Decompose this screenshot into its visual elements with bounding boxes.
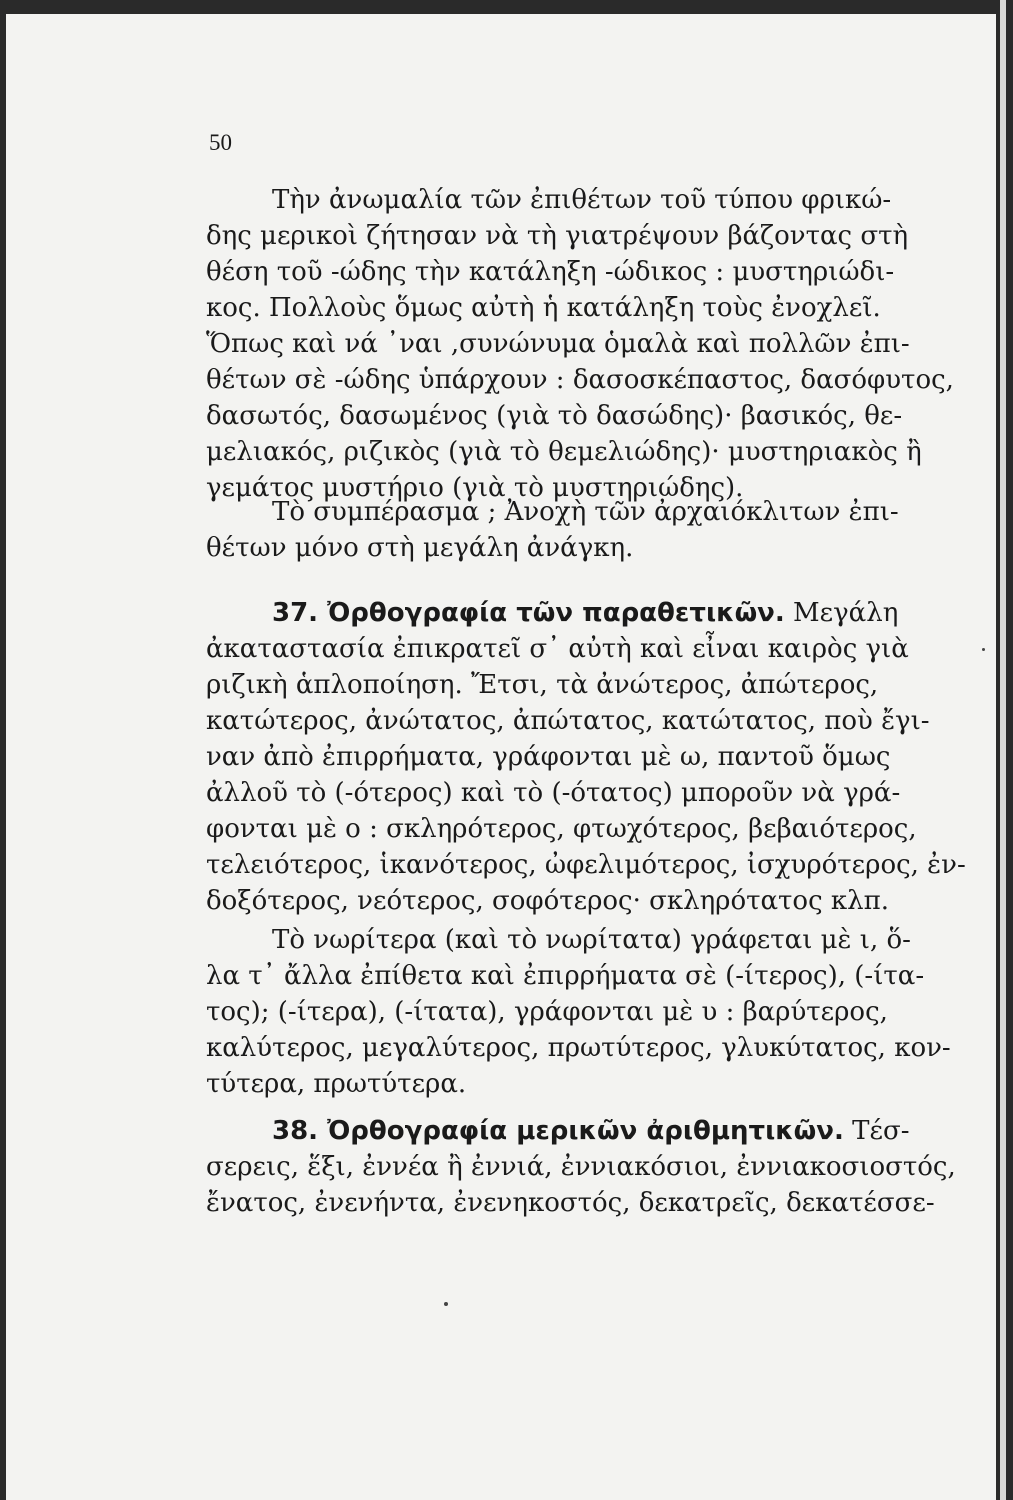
text-line: Τὴν ἀνωμαλία τῶν ἐπιθέτων τοῦ τύπου φρικώ-	[272, 185, 892, 215]
text-line: μελιακός, ριζικὸς (γιὰ τὸ θεμελιώδης)· μυστηριακὸς ἢ	[206, 437, 922, 467]
text-line: κος. Πολλοὺς ὅμως αὐτὴ ἡ κατάληξη τοὺς ἐνοχλεῖ.	[206, 293, 881, 323]
paragraph-nwritera	[206, 922, 966, 1102]
section-38-heading-tail: Τέσ-	[843, 1116, 910, 1146]
text-line: λα τ᾿ ἄλλα ἐπίθετα καὶ ἐπιρρήματα σὲ (-ίτερος), (-ίτα-	[206, 961, 925, 991]
text-line: ἀλλοῦ τὸ (-ότερος) καὶ τὸ (-ότατος) μποροῦν νὰ γρά-	[206, 778, 901, 808]
text-line: θέτων μόνο στὴ μεγάλη ἀνάγκη.	[206, 533, 634, 563]
text-line: Τὸ συμπέρασμα ; Ἀνοχὴ τῶν ἀρχαιόκλιτων ἐπι-	[272, 497, 899, 527]
section-38-heading: 38. Ὀρθογραφία μερικῶν ἀριθμητικῶν.	[272, 1116, 844, 1146]
paragraph-conclusion	[206, 494, 966, 566]
text-line: δασωτός, δασωμένος (γιὰ τὸ δασώδης)· βασικός, θε-	[206, 401, 903, 431]
text-line: Ὅπως καὶ νά ᾿ναι ,συνώνυμα ὁμαλὰ καὶ πολλῶν ἐπι-	[206, 329, 910, 359]
paragraph-adjectives	[206, 182, 966, 506]
text-line: τύτερα, πρωτύτερα.	[206, 1069, 467, 1099]
text-line: κατώτερος, ἀνώτατος, ἀπώτατος, κατώτατος, ποὺ ἔγι-	[206, 706, 930, 736]
section-38-first-line	[206, 1113, 966, 1149]
text-line: σερεις, ἕξι, ἐννέα ἢ ἐννιά, ἐννιακόσιοι, ἐννιακοσιοστός,	[206, 1152, 956, 1182]
section-37-heading: 37. Ὀρθογραφία τῶν παραθετικῶν.	[272, 598, 785, 628]
scan-top-border	[0, 0, 1013, 14]
text-line: δης μερικοὶ ζήτησαν νὰ τὴ γιατρέψουν βάζοντας στὴ	[206, 221, 909, 251]
page-edge-strip	[1000, 0, 1006, 1500]
text-line: ἀκαταστασία ἐπικρατεῖ σ᾿ αὐτὴ καὶ εἶναι καιρὸς γιὰ	[206, 634, 909, 664]
text-line: θέση τοῦ -ώδης τὴν κατάληξη -ώδικος : μυστηριώδι-	[206, 257, 895, 287]
text-line: καλύτερος, μεγαλύτερος, πρωτύτερος, γλυκύτατος, κον-	[206, 1033, 951, 1063]
text-line: ἔνατος, ἐνενήντα, ἐνενηκοστός, δεκατρεῖς, δεκατέσσε-	[206, 1188, 935, 1218]
text-line: ναν ἀπὸ ἐπιρρήματα, γράφονται μὲ ω, παντοῦ ὅμως	[206, 742, 891, 772]
text-line: τελειότερος, ἱκανότερος, ὠφελιμότερος, ἰσχυρότερος, ἐν-	[206, 850, 966, 880]
text-line: γεμάτος μυστήριο (γιὰ τὸ μυστηριώδης).	[206, 473, 744, 503]
section-37-heading-tail: Μεγάλη	[784, 598, 899, 628]
section-37-first-line	[206, 595, 966, 631]
section-38	[206, 1113, 966, 1221]
text-line: φονται μὲ ο : σκληρότερος, φτωχότερος, βεβαιότερος,	[206, 814, 917, 844]
text-line: θέτων σὲ -ώδης ὑπάρχουν : δασοσκέπαστος, δασόφυτος,	[206, 365, 954, 395]
text-line: ριζικὴ ἁπλοποίηση. Ἔτσι, τὰ ἀνώτερος, ἀπώτερος,	[206, 670, 879, 700]
page-number: 50	[209, 130, 232, 155]
text-line: δοξότερος, νεότερος, σοφότερος· σκληρότατος κλπ.	[206, 886, 889, 916]
section-37	[206, 595, 966, 919]
ink-speck	[444, 1302, 448, 1306]
text-line: Τὸ νωρίτερα (καὶ τὸ νωρίτατα) γράφεται μὲ ι, ὅ-	[272, 925, 911, 955]
ink-speck	[982, 648, 985, 651]
text-line: τος); (-ίτερα), (-ίτατα), γράφονται μὲ υ : βαρύτερος,	[206, 997, 888, 1027]
